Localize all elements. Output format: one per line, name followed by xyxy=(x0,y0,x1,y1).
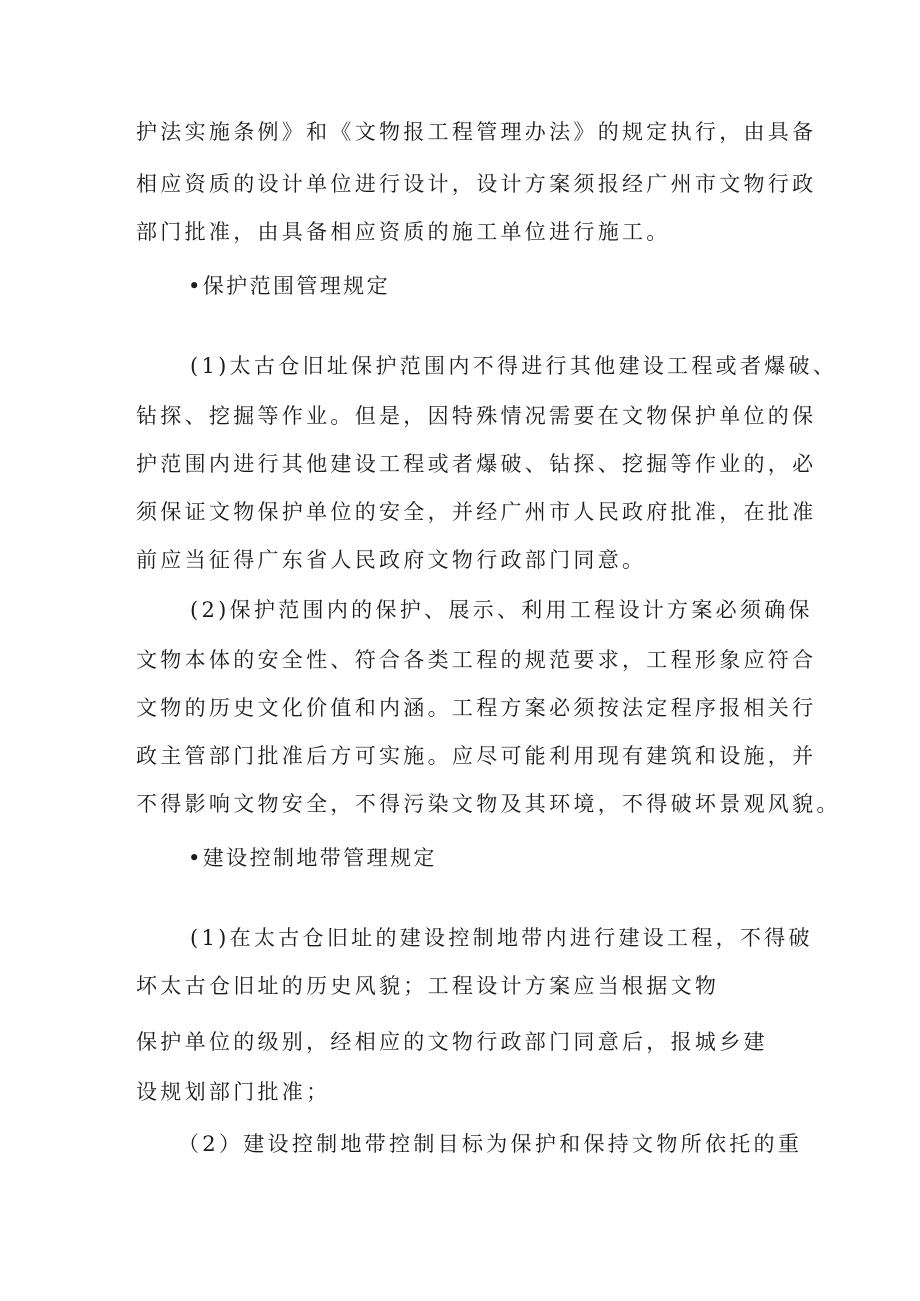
text-line-20: （2）建设控制地带控制目标为保护和保持文物所依托的重 xyxy=(178,1132,803,1156)
text-line-5: (1)太古仓旧址保护范围内不得进行其他建设工程或者爆破、 xyxy=(190,354,838,378)
text-line-14: 不得影响文物安全，不得污染文物及其环境，不得破坏景观风貌。 xyxy=(136,792,841,816)
section-heading-protection-scope: •保护范围管理规定 xyxy=(188,274,390,298)
text-line-1: 护法实施条例》和《文物报工程管理办法》的规定执行，由具备 xyxy=(136,120,817,144)
text-line-16: (1)在太古仓旧址的建设控制地带内进行建设工程，不得破 xyxy=(190,926,813,950)
text-line-6: 钻探、挖掘等作业。但是，因特殊情况需要在文物保护单位的保 xyxy=(136,404,817,428)
text-line-10: (2)保护范围内的保护、展示、利用工程设计方案必须确保 xyxy=(190,598,813,622)
text-line-18: 保护单位的级别，经相应的文物行政部门同意后，报城乡建 xyxy=(136,1030,768,1054)
text-line-12: 文物的历史文化价值和内涵。工程方案必须按法定程序报相关行 xyxy=(136,696,817,720)
text-line-8: 须保证文物保护单位的安全，并经广州市人民政府批准，在批准 xyxy=(136,500,817,524)
text-line-17: 坏太古仓旧址的历史风貌；工程设计方案应当根据文物 xyxy=(136,974,720,998)
text-line-19: 设规划部门批准； xyxy=(136,1080,331,1104)
text-line-2: 相应资质的设计单位进行设计，设计方案须报经广州市文物行政 xyxy=(136,172,817,196)
text-line-9: 前应当征得广东省人民政府文物行政部门同意。 xyxy=(136,548,647,572)
text-line-3: 部门批准，由具备相应资质的施工单位进行施工。 xyxy=(136,220,671,244)
text-line-7: 护范围内进行其他建设工程或者爆破、钻探、挖掘等作业的，必 xyxy=(136,452,817,476)
text-line-13: 政主管部门批准后方可实施。应尽可能利用现有建筑和设施，并 xyxy=(136,744,817,768)
section-heading-construction-control: •建设控制地带管理规定 xyxy=(188,846,437,870)
text-line-11: 文物本体的安全性、符合各类工程的规范要求，工程形象应符合 xyxy=(136,648,817,672)
